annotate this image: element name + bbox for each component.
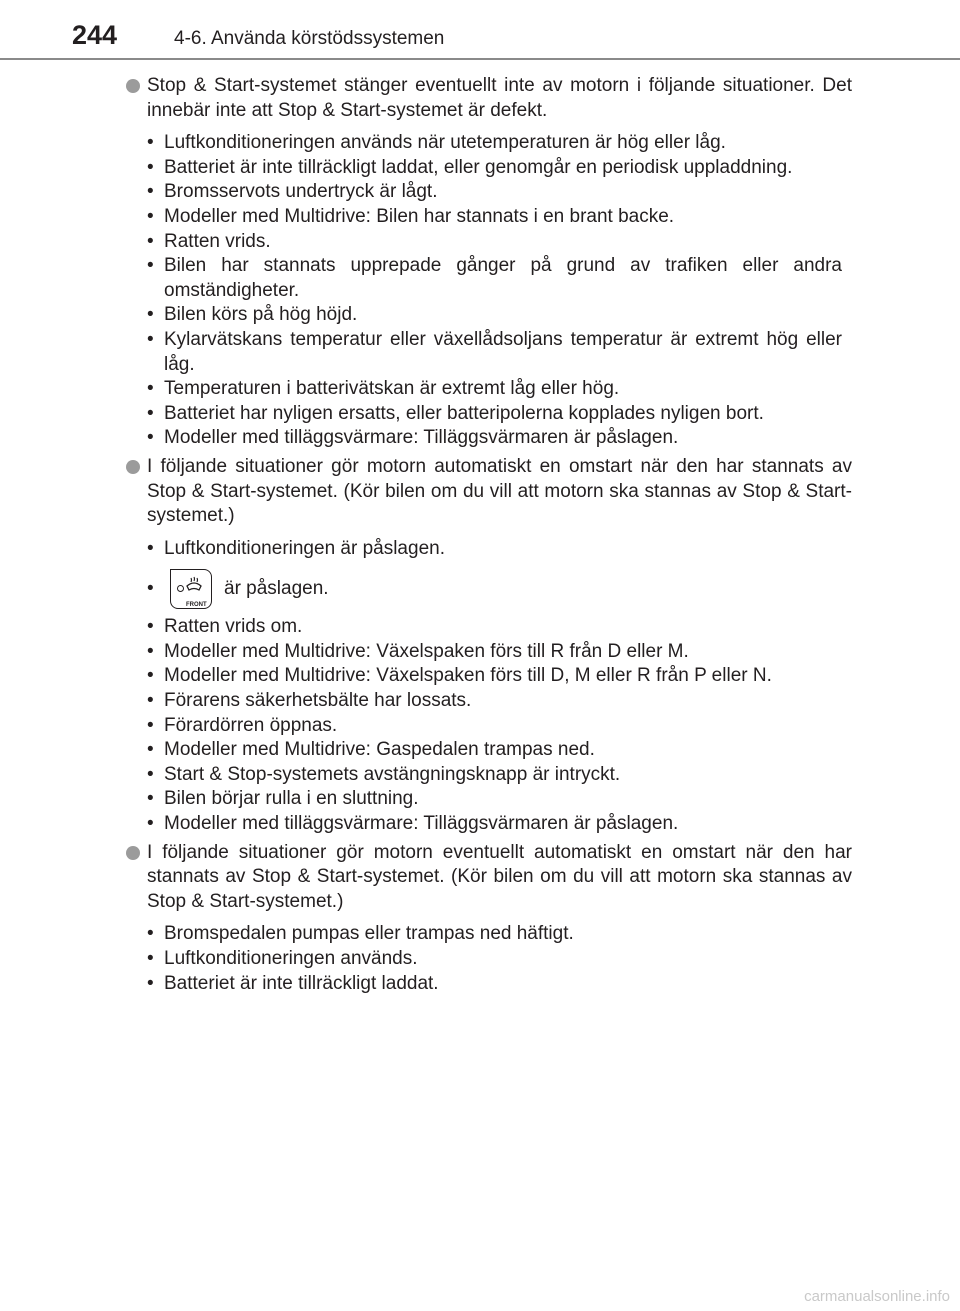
- list-item: • Luftkonditioneringen är påslagen.: [147, 537, 445, 559]
- situation-list: [126, 537, 852, 837]
- circle-bullet-icon: [126, 846, 140, 860]
- list-item-text: Modeller med Multidrive: Växelspaken förs till R från D eller M.: [164, 640, 689, 662]
- list-item: • Modeller med tilläggsvärmare: Tilläggsvärmaren är påslagen.: [147, 813, 679, 835]
- list-item-text: Bromspedalen pumpas eller trampas ned häftigt.: [164, 923, 574, 945]
- list-item-text: Modeller med tilläggsvärmare: Tilläggsvärmaren är påslagen.: [164, 813, 679, 835]
- list-item-text: Batteriet är inte tillräckligt laddat.: [164, 972, 439, 994]
- list-item-text: Batteriet är inte tillräckligt laddat, eller genomgår en periodisk uppladdning.: [164, 156, 793, 178]
- chapter-title: 4-6. Använda körstödssystemen: [174, 28, 445, 49]
- list-item-text: Bilen har stannats upprepade gånger på grund av trafiken eller andra omständigheter.: [164, 255, 842, 301]
- section-lead-text: I följande situationer gör motorn eventuellt automatiskt en omstart när den har stannats av Stop & Start-systemet. (Kör bilen om du vill att motorn ska stannas av Stop & Start-systemet.): [147, 841, 852, 912]
- list-item: • FRONT är påslagen.: [147, 565, 852, 613]
- page-content: [126, 74, 852, 1000]
- list-item: • Bilen börjar rulla i en sluttning.: [147, 788, 419, 810]
- section-lead-paragraph: [126, 74, 852, 123]
- list-item: • Batteriet är inte tillräckligt laddat, eller genomgår en periodisk uppladdning.: [147, 156, 793, 178]
- list-item: • Temperaturen i batterivätskan är extremt låg eller hög.: [147, 378, 620, 400]
- list-item: • Batteriet har nyligen ersatts, eller batteripolerna kopplades nyligen bort.: [147, 402, 764, 424]
- list-item-text: Bilen körs på hög höjd.: [164, 304, 358, 326]
- list-item: • Luftkonditioneringen används.: [147, 948, 418, 969]
- section-lead-text: I följande situationer gör motorn automatiskt en omstart när den har stannats av Stop & Start-systemet. (Kör bilen om du vill att motorn ska stannas av Stop & Start-systemet.): [147, 455, 852, 527]
- page-number: 244: [72, 20, 118, 50]
- list-item-text: Ratten vrids om.: [164, 616, 303, 638]
- list-item-text: Förardörren öppnas.: [164, 714, 338, 736]
- list-item-text: Förarens säkerhetsbälte har lossats.: [164, 690, 472, 712]
- list-item-text: Luftkonditioneringen används när utetemperaturen är hög eller låg.: [164, 132, 726, 154]
- list-item: • Bilen har stannats upprepade gånger på grund av trafiken eller andra omständigheter.: [147, 255, 842, 301]
- list-item: • Luftkonditioneringen används när utetemperaturen är hög eller låg.: [147, 132, 726, 154]
- list-item-text: Luftkonditioneringen är påslagen.: [164, 537, 445, 559]
- list-item-text: Start & Stop-systemets avstängningsknapp är intryckt.: [164, 763, 621, 785]
- situation-list: [126, 922, 852, 996]
- list-item-text: Modeller med Multidrive: Bilen har stannats i en brant backe.: [164, 205, 675, 227]
- page-header: [0, 0, 960, 64]
- section-lead-text: Stop & Start-systemet stänger eventuellt inte av motorn i följande situationer. Det innebär inte att Stop & Start-systemet är defekt.: [147, 75, 852, 121]
- list-item-text: Temperaturen i batterivätskan är extremt låg eller hög.: [164, 378, 620, 400]
- list-item: • Start & Stop-systemets avstängningsknapp är intryckt.: [147, 763, 621, 785]
- list-item: • Batteriet är inte tillräckligt laddat.: [147, 972, 439, 994]
- situation-list: [126, 131, 852, 451]
- section-lead-paragraph: [126, 455, 852, 529]
- list-item: • Förarens säkerhetsbälte har lossats.: [147, 690, 472, 712]
- list-item-text: Bilen börjar rulla i en sluttning.: [164, 788, 419, 810]
- windshield-defroster-icon: [185, 576, 203, 592]
- list-item-text: Modeller med Multidrive: Gaspedalen trampas ned.: [164, 739, 595, 761]
- list-item: • Modeller med Multidrive: Växelspaken förs till R från D eller M.: [147, 640, 689, 662]
- indicator-led-icon: [177, 585, 184, 592]
- header-divider: [0, 58, 960, 60]
- list-item: • Ratten vrids om.: [147, 616, 303, 638]
- list-item-text: Batteriet har nyligen ersatts, eller batteripolerna kopplades nyligen bort.: [164, 402, 764, 424]
- list-item: • Kylarvätskans temperatur eller växellådsoljans temperatur är extremt hög eller låg.: [147, 328, 842, 375]
- list-item: • Modeller med Multidrive: Gaspedalen trampas ned.: [147, 739, 595, 761]
- list-item-text: Kylarvätskans temperatur eller växellådsoljans temperatur är extremt hög eller låg.: [164, 328, 842, 375]
- list-item-text: Modeller med Multidrive: Växelspaken förs till D, M eller R från P eller N.: [164, 665, 772, 687]
- circle-bullet-icon: [126, 460, 140, 474]
- list-item: • Bromsservots undertryck är lågt.: [147, 181, 438, 203]
- list-item-text: Modeller med tilläggsvärmare: Tilläggsvärmaren är påslagen.: [164, 427, 679, 449]
- list-item: • Bilen körs på hög höjd.: [147, 304, 358, 326]
- list-item: • Förardörren öppnas.: [147, 714, 338, 736]
- list-item-text: Ratten vrids.: [164, 230, 271, 252]
- list-item: • Modeller med Multidrive: Bilen har stannats i en brant backe.: [147, 205, 675, 227]
- front-label: FRONT: [186, 602, 207, 609]
- front-defroster-switch-icon: [170, 569, 212, 609]
- list-item-text: är påslagen.: [224, 577, 329, 599]
- watermark: carmanualsonline.info: [804, 1288, 950, 1305]
- list-item-text: Luftkonditioneringen används.: [164, 948, 418, 969]
- section-lead-paragraph: [126, 841, 852, 915]
- list-item: • Ratten vrids.: [147, 230, 271, 252]
- list-item: • Bromspedalen pumpas eller trampas ned häftigt.: [147, 923, 574, 945]
- list-item-text: Bromsservots undertryck är lågt.: [164, 181, 438, 203]
- list-item: • Modeller med Multidrive: Växelspaken förs till D, M eller R från P eller N.: [147, 665, 772, 687]
- list-item: • Modeller med tilläggsvärmare: Tilläggsvärmaren är påslagen.: [147, 427, 679, 449]
- circle-bullet-icon: [126, 79, 140, 93]
